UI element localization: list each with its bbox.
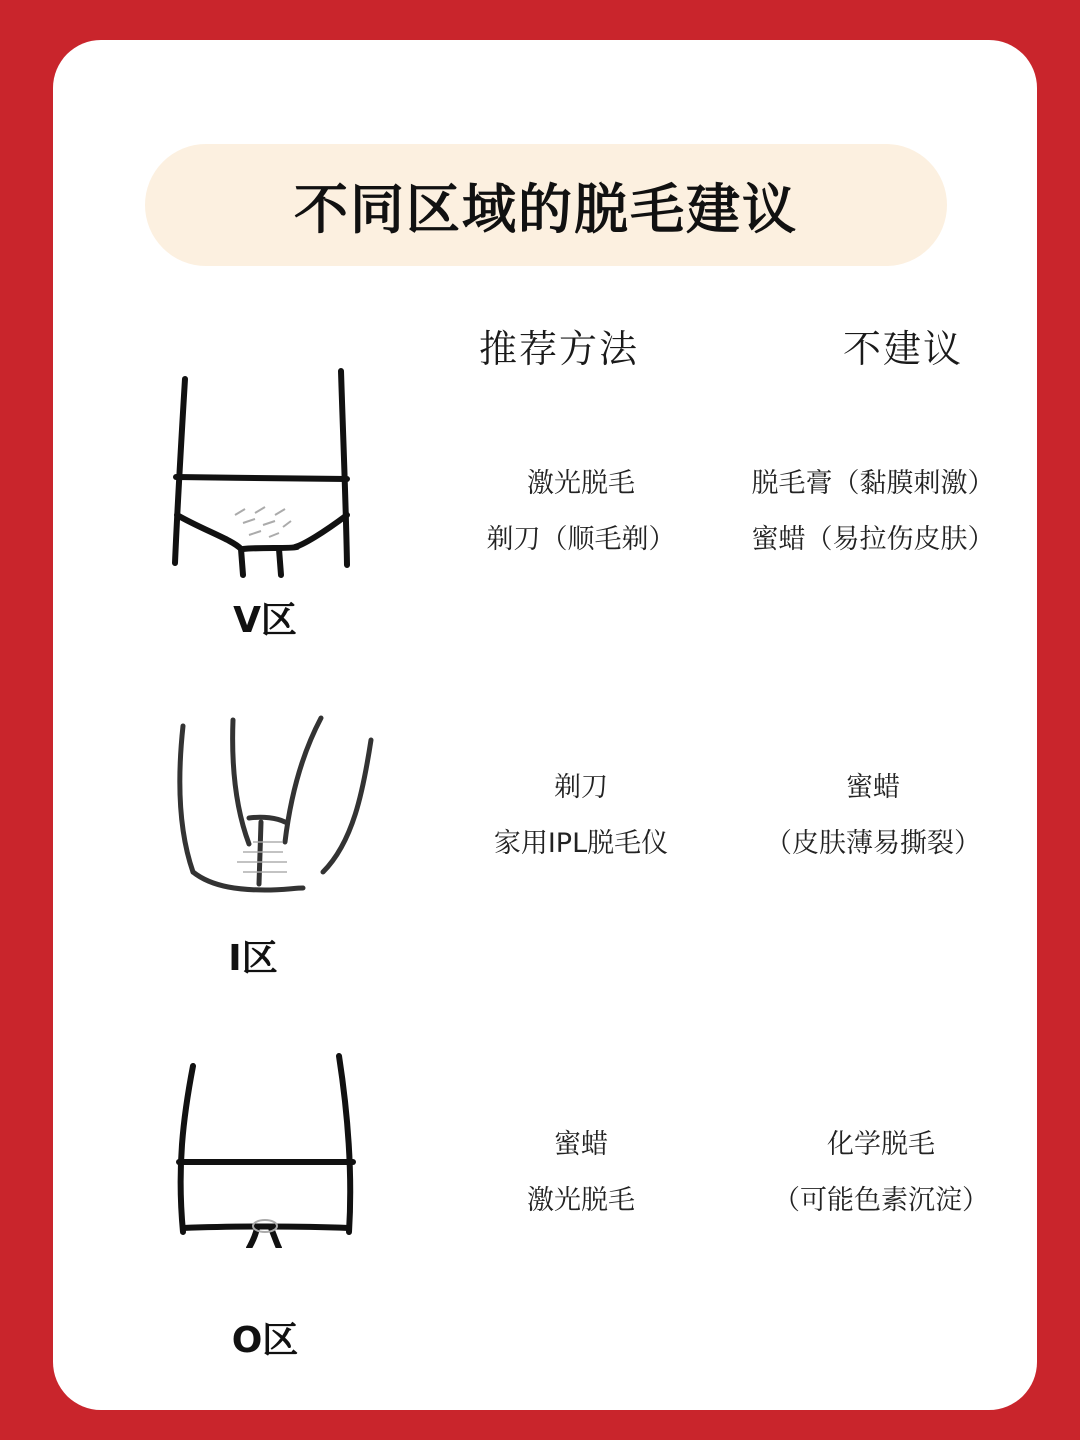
not-recommended-item: 化学脱毛: [827, 1129, 935, 1160]
i-zone-drawing-icon: [173, 712, 383, 902]
recommended-item: 激光脱毛: [527, 1185, 635, 1216]
v-zone-drawing-icon: [163, 365, 363, 585]
recommended-item: 家用IPL脱毛仪: [493, 828, 669, 859]
i-zone-label: I区: [228, 938, 278, 979]
title-banner: [145, 144, 947, 266]
v-zone-recommended: [421, 456, 741, 568]
not-recommended-item: 蜜蜡（易拉伤皮肤）: [751, 524, 995, 555]
o-zone-label: O区: [231, 1320, 299, 1361]
not-recommended-header: 不建议: [842, 327, 963, 371]
recommended-item: 剃刀: [554, 772, 608, 803]
o-zone-recommended: [421, 1117, 741, 1229]
not-recommended-item: 脱毛膏（黏膜刺激）: [751, 468, 995, 499]
i-zone-recommended: [421, 760, 741, 872]
recommended-item: 激光脱毛: [527, 468, 635, 499]
o-zone-drawing-icon: [171, 1048, 371, 1248]
content-card: [53, 40, 1037, 1410]
page-title: 不同区域的脱毛建议: [294, 177, 798, 241]
i-zone-not-recommended: [713, 760, 1033, 872]
o-zone-not-recommended: [721, 1117, 1041, 1229]
not-recommended-item: （可能色素沉淀）: [773, 1185, 989, 1216]
not-recommended-item: （皮肤薄易撕裂）: [765, 828, 981, 859]
recommended-item: 剃刀（顺毛剃）: [486, 524, 676, 555]
recommended-header: 推荐方法: [478, 327, 639, 371]
v-zone-not-recommended: [713, 456, 1033, 568]
not-recommended-item: 蜜蜡: [846, 772, 900, 803]
v-zone-label: V区: [233, 600, 297, 641]
recommended-item: 蜜蜡: [554, 1129, 608, 1160]
